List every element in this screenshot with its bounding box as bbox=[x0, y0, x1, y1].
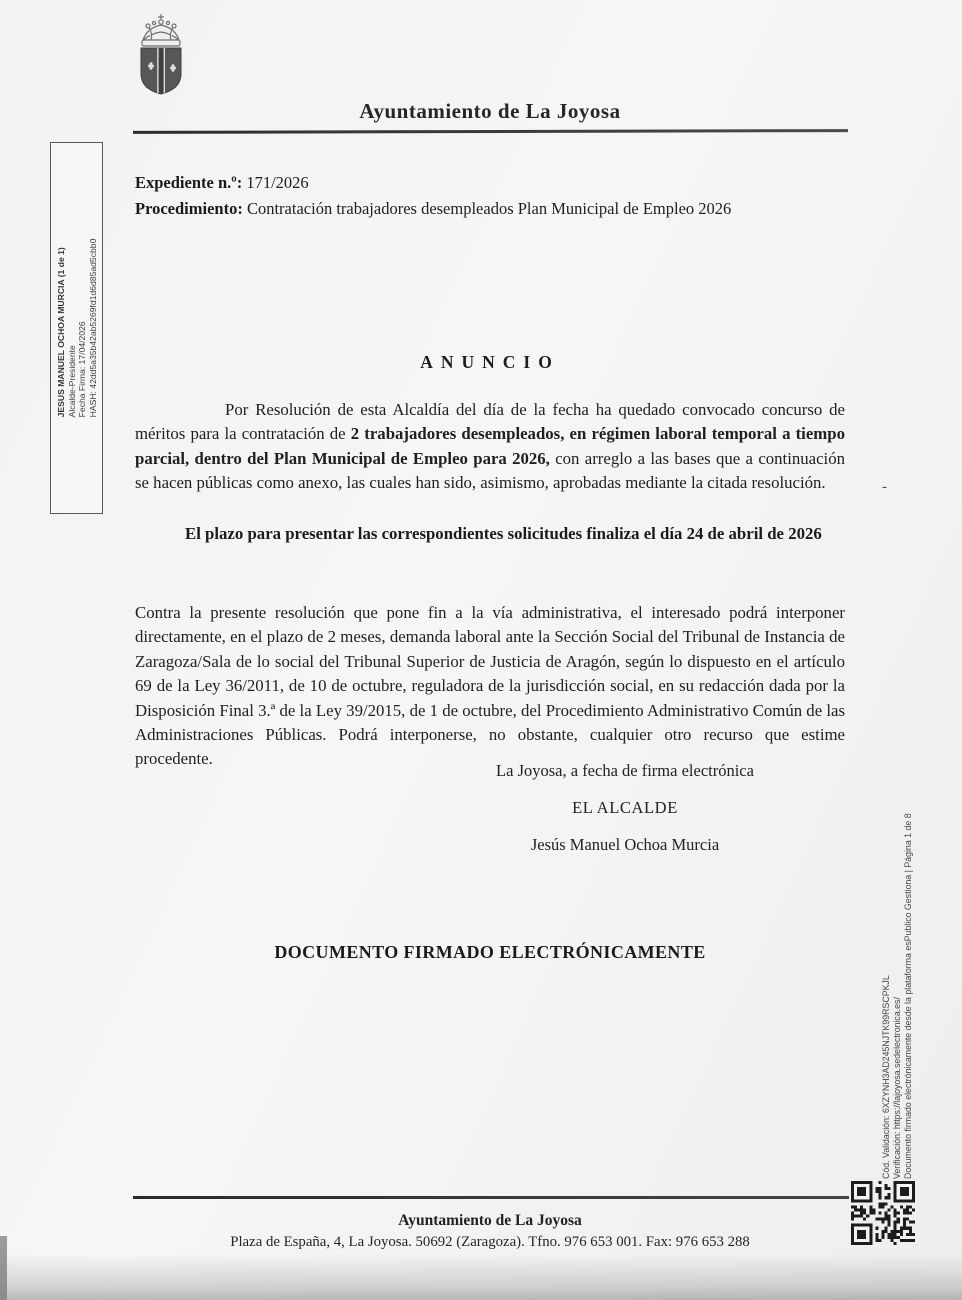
platform-note: Documento firmado electrónicamente desde la plataforma esPublico Gestiona | Página 1 de 8 bbox=[903, 813, 914, 1179]
signer-name: JESUS MANUEL OCHOA MURCIA (1 de 1) bbox=[55, 247, 66, 418]
appeal-paragraph: Contra la presente resolución que pone fin a la vía administrativa, el interesado podrá interponer directamente, en el plazo de 2 meses, demanda laboral ante la Sección Social del Tribunal de Instancia de Zaragoza/Sala de lo social del Tribunal Superior de Justicia de Aragón, según lo dispuesto en el artículo 69 de la Ley 36/2011, de 10 de octubre, reguladora de la jurisdicción social, en su redacción dada por la Disposición Final 3.ª de la Ley 39/2015, de 1 de octubre, del Procedimiento Administrativo Común de las Administraciones Públicas. Podrá interponerse, no obstante, cualquier otro recurso que estime procedente. bbox=[135, 603, 845, 769]
procedimiento-label: Procedimiento: bbox=[135, 199, 243, 218]
signed-electronically-notice: DOCUMENTO FIRMADO ELECTRÓNICAMENTE bbox=[274, 942, 706, 962]
signature-stamp-left-text bbox=[55, 239, 97, 418]
deadline-line: El plazo para presentar las correspondientes solicitudes finaliza el día 24 de abril de 2026 bbox=[185, 524, 822, 543]
verification-url: Verificación: https://lajoyosa.sedelectronica.es/ bbox=[892, 997, 903, 1179]
para1-end: con arreglo a las bases que a continuación se hacen públicas como anexo, las cuales han sido, asimismo, aprobadas mediante la citada resolución. bbox=[135, 448, 845, 493]
closing-place-line: La Joyosa, a fecha de firma electrónica bbox=[496, 761, 754, 780]
validation-stamp-right-text bbox=[881, 757, 915, 1179]
signature-hash: HASH: 42dd5a35b42ab5269fd1d6d85ad5cbb0 bbox=[87, 238, 98, 418]
para1-bold: 2 trabajadores desempleados, en régimen laboral temporal a tiempo parcial, dentro del Plan Municipal de Empleo para 2026, bbox=[135, 424, 845, 468]
footer-divider bbox=[133, 1196, 849, 1199]
signer-role: Alcalde-Presidente bbox=[65, 345, 76, 418]
closing-block bbox=[350, 761, 900, 855]
expediente-line bbox=[135, 170, 731, 196]
header-divider bbox=[133, 129, 848, 134]
closing-role-line: EL ALCALDE bbox=[572, 798, 678, 817]
validation-code: Cód. Validación: 6XZYNH3AD245NJTK99RSCPKJL bbox=[881, 975, 892, 1179]
announcement-heading: ANUNCIO bbox=[420, 352, 560, 372]
case-reference-block bbox=[135, 170, 731, 222]
procedimiento-line bbox=[135, 196, 731, 222]
signature-stamp-left bbox=[50, 142, 103, 514]
footer-address: Plaza de España, 4, La Joyosa. 50692 (Zaragoza). Tfno. 976 653 001. Fax: 976 653 288 bbox=[230, 1234, 750, 1250]
scan-artifact-dash: - bbox=[882, 479, 887, 495]
para1-start: Por Resolución de esta Alcaldía del día de la fecha ha quedado convocado concurso de méritos para la contratación de bbox=[135, 400, 845, 444]
announcement-paragraph-1 bbox=[135, 398, 845, 496]
procedimiento-value: Contratación trabajadores desempleados Plan Municipal de Empleo 2026 bbox=[246, 199, 732, 218]
signature-date: Fecha Firma: 17/04/2026 bbox=[76, 321, 87, 418]
qr-code-icon bbox=[851, 1181, 915, 1245]
page-title: Ayuntamiento de La Joyosa bbox=[359, 99, 621, 123]
closing-name-line: Jesús Manuel Ochoa Murcia bbox=[530, 835, 720, 854]
coat-of-arms-crown-shield-icon bbox=[136, 13, 186, 97]
expediente-label: Expediente n.º: bbox=[135, 173, 243, 192]
expediente-value: 171/2026 bbox=[246, 173, 309, 192]
validation-stamp-right bbox=[869, 756, 927, 1180]
scan-edge-strip bbox=[0, 1236, 7, 1300]
footer-organization: Ayuntamiento de La Joyosa bbox=[398, 1212, 582, 1229]
scan-shadow-bottom bbox=[0, 1254, 962, 1300]
